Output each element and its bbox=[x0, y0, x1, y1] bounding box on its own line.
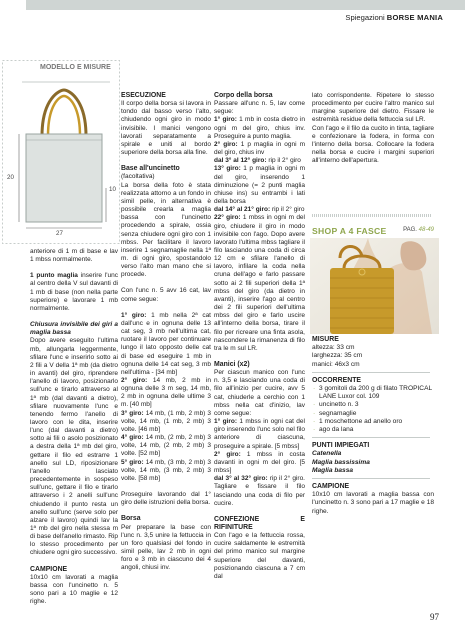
paragraph: 10x10 cm lavorati a maglia bassa con l'uncinetto n. 5 sono pari a 10 maglie e 12 righe. bbox=[30, 573, 118, 606]
page-number: 97 bbox=[430, 612, 439, 622]
stitch-item: Maglia bassa bbox=[312, 466, 354, 474]
list-item: · 3 gomitoli da 200 g di filato TROPICAL LANE Luxor col. 109 bbox=[312, 385, 434, 401]
heading: PUNTI IMPIEGATI bbox=[312, 442, 370, 450]
round-instruction: 1° giro: 1 mbss in ogni cat del giro inserendo l'unc solo nel filo anteriore di ciascuna, proseguire a spirale. [5 mbss] bbox=[214, 418, 305, 450]
round-instruction: 1° giro: 1 mb in costa dietro in ogni m del giro, chius inv. Proseguire a punto maglia. bbox=[214, 116, 305, 140]
divider bbox=[312, 372, 430, 373]
diagram-title: MODELLO E MISURE bbox=[40, 64, 111, 71]
shop-title: SHOP A 4 FASCE bbox=[312, 226, 387, 236]
paragraph: La borsa della foto è stata realizzata attorno a un fondo in simil pelle, in alternativa è possibile crearla a maglia bassa con l'uncinetto procedendo a spirale, ossia senza chiudere ogni giro con 1 mbss. Per facilitare il lavoro inserire 1 segnamaglie nella 1ª m. di ogni giro, spostandolo verso l'alto man mano che si procede. bbox=[121, 181, 211, 279]
list-item: · uncinetto n. 3 bbox=[312, 401, 434, 409]
round-instruction: dal 14° al 21° giro: rip il 2° giro bbox=[214, 206, 305, 214]
stitch-item: Maglia bassissima bbox=[312, 458, 370, 466]
heading: ESECUZIONE bbox=[121, 92, 166, 99]
column-4 bbox=[312, 92, 434, 173]
list-item: · segnamaglie bbox=[312, 410, 434, 418]
paragraph: Proseguire lavorando dal 1° giro delle istruzioni della borsa. bbox=[121, 491, 211, 507]
running-header bbox=[345, 13, 443, 22]
round-instruction: 1° giro: 1 mb nella 2ª cat dall'unc e in ognuna delle 13 cat seg, 3 mb nell'ultima cat, ruotare il lavoro per continuare lungo il lato opposto delle cat di base ed eseguire 1 mb in ognuna delle 14 cat seg, 3 mb nell'ultima - [34 mb] bbox=[121, 311, 211, 376]
header-title: BORSE MANIA bbox=[386, 13, 443, 22]
round-instruction: 4° giro: 14 mb, (2 mb, 2 mb) 3 volte, 14 mb, (2 mb, 2 mb) 3 volte. [52 mb] bbox=[121, 434, 211, 458]
subheading: Manici (x2) bbox=[214, 361, 250, 368]
subheading: Base all'uncinetto bbox=[121, 165, 180, 173]
info-panel bbox=[312, 336, 434, 516]
bag-photo bbox=[310, 238, 439, 334]
paragraph: Il corpo della borsa si lavora in tondo dal basso verso l'alto, chiudendo ogni giro in modo invisibile. I manici vengono lavorati separatamente a spirale e uniti al bordo superiore della borsa alla fine. bbox=[121, 100, 211, 157]
size-line: manici: 46x3 cm bbox=[312, 360, 360, 368]
round-instruction: 2° giro: 14 mb, 2 mb in ognuna delle 3 m seg, 14 mb, 2 mb in ognuna delle ultime 3 m. [40 mb] bbox=[121, 377, 211, 409]
bag-photo-drawing bbox=[310, 238, 439, 334]
paragraph: anteriore di 1 m di base e lav 1 mbss normalmente. bbox=[30, 248, 118, 264]
round-instruction: dal 3° al 32° giro: rip il 2° giro. Tagliare e fissare il filo lasciando una coda di filo per cucire. bbox=[214, 475, 305, 507]
heading: OCCORRENTE bbox=[312, 376, 362, 384]
dim-width: 27 bbox=[56, 230, 63, 237]
stitch-item: Catenella bbox=[312, 450, 342, 458]
header-bar bbox=[26, 0, 465, 10]
size-line: altezza: 33 cm bbox=[312, 344, 355, 352]
divider bbox=[312, 478, 430, 479]
divider bbox=[312, 437, 430, 438]
subheading: Corpo della borsa bbox=[214, 92, 273, 99]
round-instruction: 22° giro: 1 mbss in ogni m del giro, chiudere il giro in modo invisibile con l'ago. Dopo avere lavorato l'ultima mbss tagliare il filo lasciando una coda di circa 12 cm e sfilare l'anello di lavoro, infilare la coda nella cruna dell'ago e farlo passare sotto ai 2 fili superiori della 1ª mbss del giro (da dietro in avanti), inserire l'ago al centro dei 2 fili superiori dell'ultima mbss del giro e farlo uscire all'interno della borsa, tirare il filo per ricreare una finta asola, nascondere la rimanenza di filo tra le m sul LR. bbox=[214, 214, 305, 352]
paragraph: Per preparare la base con l'unc n. 3,5 unire la fettuccia in un foro qualsiasi del fondo in simil pelle, lav 2 mb in ogni foro e 3 mb in ciascuno dei 4 angoli, chiusi inv. bbox=[121, 523, 211, 572]
column-3 bbox=[214, 92, 305, 589]
heading: MISURE bbox=[312, 336, 339, 343]
paragraph: Con l'ago e la fettuccia rossa, cucire saldamente le estremità del primo manico sul margine superiore del davanti, posizionando ciascuna a 7 cm dal bbox=[214, 532, 305, 580]
dim-depth: 10 bbox=[109, 186, 116, 193]
round-instruction: 2° giro: 1 mbss in costa davanti in ogni m del giro. [5 mbss] bbox=[214, 450, 305, 475]
paragraph: Per ciascun manico con l'unc n. 3,5 e lasciando una coda di filo all'inizio per cucire, avv 5 cat, chiuderle a cerchio con 1 mbss nella cat d'inizio, lav come segue: bbox=[214, 369, 305, 417]
column-1 bbox=[30, 248, 118, 614]
list-item: · 1 moschettone ad anello oro bbox=[312, 418, 434, 426]
round-instruction: 5° giro: 14 mb, (3 mb, 2 mb) 3 volte, 14 mb, (3 mb, 2 mb) 3 volte. [58 mb] bbox=[121, 458, 211, 482]
paragraph: Con l'unc n. 5 avv 16 cat, lav come segue: bbox=[121, 287, 211, 303]
dim-height: 20 bbox=[7, 174, 14, 181]
paragraph: lato corrispondente. Ripetere lo stesso procedimento per cucire l'altro manico sul margine superiore del dietro. Fissare le estremità residue della fettuccia sul LR. bbox=[312, 92, 434, 124]
subheading-note: (facoltativa) bbox=[121, 173, 155, 181]
paragraph: 10x10 cm lavorati a maglia bassa con l'uncinetto n. 3 sono pari a 17 maglie e 18 righe. bbox=[312, 491, 434, 515]
bag-diagram bbox=[2, 60, 120, 245]
round-instruction: 2° giro: 1 p maglia in ogni m del giro, chius inv bbox=[214, 140, 305, 157]
column-2 bbox=[121, 92, 211, 580]
subheading: Borsa bbox=[121, 515, 141, 523]
paragraph: Passare all'unc n. 5, lav come segue: bbox=[214, 100, 305, 116]
paragraph: Dopo avere eseguito l'ultima mb, allungarla leggermente, sfilare l'unc e inserirlo sotto ai 2 fili a V della 1ª mb (da dietro in avanti) del giro, riprendere l'anello di lavoro, posizionarlo sull'unc e tirarlo attraverso al 1ª mb (dal davanti a dietro), sfilare nuovamente l'unc e tenendo fermo l'anello di lavoro con le dita, inserire l'unc (dal davanti a dietro) sotto ai fili o asolo posizionato a destra della 1ª mb del giro, gettare il filo ed estrarre 1 anello sul LD, riposizionare l'anello lasciato precedentemente in sospeso sull'unc, gettare il filo e tirarlo attraverso i 2 anelli sull'unc chiudendo il punto resta un anello sull'unc (serve solo per alzare il lavoro) quindi lav la 1ª mb del giro nella stessa m di base dell'anello rimasto. Rip lo stesso procedimento per chiudere ogni giro successivo. bbox=[30, 337, 118, 557]
size-line: larghezza: 35 cm bbox=[312, 352, 363, 360]
shop-page-ref: PAG. 48-49 bbox=[403, 227, 434, 233]
round-instruction: 13° giro: 1 p maglia in ogni m del giro, inserendo 1 diminuzione (= 2 punti maglia chiuse ins) su entrambi i lati della borsa bbox=[214, 165, 306, 206]
heading: CAMPIONE bbox=[312, 483, 350, 491]
round-instruction: 3° giro: 14 mb, (1 mb, 2 mb) 3 volte, 14 mb, (1 mb, 2 mb) 3 volte. [46 mb] bbox=[121, 409, 211, 433]
subheading: Chiusura invisibile dei giri a maglia bassa bbox=[30, 321, 118, 337]
heading: CAMPIONE bbox=[30, 565, 68, 573]
divider bbox=[312, 214, 432, 217]
list-item: · ago da lana bbox=[312, 426, 434, 434]
bag-diagram-drawing bbox=[2, 60, 120, 245]
paragraph: Con l'ago e il filo da cucito in tinta, tagliare e confezionare la fodera, in forma con l'interno della borsa. Collocare la fodera nella borsa e cucire i margini superiori all'interno dell'apertura. bbox=[312, 124, 434, 165]
round-instruction: dal 3° al 12° giro: rip il 2° giro bbox=[214, 157, 301, 165]
paragraph: 1 punto maglia inserire l'unc al centro della V sul davanti di 1 mb di base (non nella parte superiore) e lavorare 1 mb normalmente. bbox=[30, 272, 118, 312]
materials-list bbox=[312, 385, 434, 434]
heading: CONFEZIONE E RIFINITURE bbox=[214, 515, 305, 531]
header-section: Spiegazioni bbox=[345, 13, 385, 22]
